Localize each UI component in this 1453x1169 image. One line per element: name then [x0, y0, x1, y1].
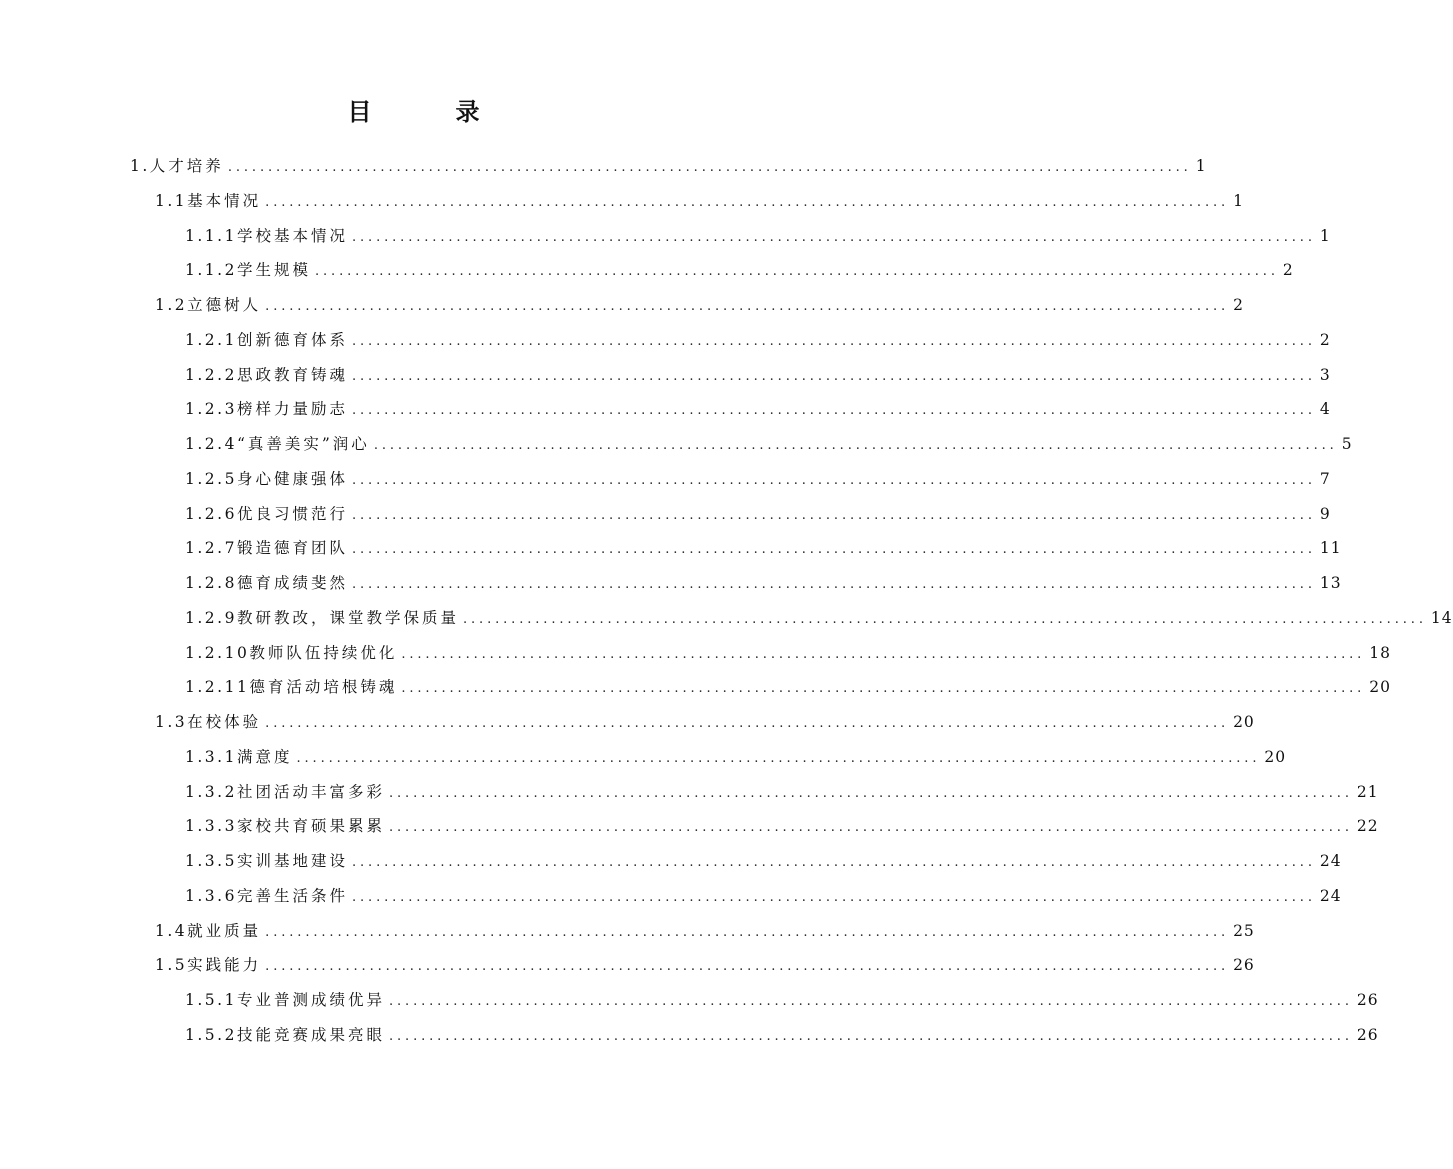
- toc-entry-page: 24: [1319, 886, 1342, 905]
- toc-entry-number: 1.3.5: [185, 852, 237, 870]
- toc-dot-leader: ........................................................................................................................: [296, 750, 1261, 766]
- toc-dot-leader: ........................................................................................................................: [388, 820, 1353, 836]
- toc-entry-number: 1.3: [155, 713, 188, 731]
- toc-entry-label: 学生规模: [236, 261, 311, 280]
- toc-dot-leader: ........................................................................................................................: [351, 368, 1316, 384]
- toc-entry-page: 21: [1356, 782, 1379, 801]
- toc-dot-leader: ........................................................................................................................: [314, 264, 1279, 280]
- toc-entry[interactable]: [185, 604, 1453, 632]
- toc-dot-leader: ........................................................................................................................: [351, 229, 1316, 245]
- toc-entry-label: 家校共育硕果累累: [236, 817, 385, 836]
- toc-entry-label: 榜样力量励志: [236, 400, 348, 419]
- toc-title: 目 录: [347, 98, 510, 126]
- toc-dot-leader: ........................................................................................................................: [388, 1028, 1353, 1044]
- toc-entry-number: 1.1.1: [185, 226, 237, 245]
- toc-entry-number: 1.3.6: [185, 886, 237, 905]
- toc-entry-label: 创新德育体系: [236, 330, 348, 349]
- toc-entry-page: 25: [1233, 921, 1255, 940]
- toc-entry[interactable]: [185, 986, 1379, 1014]
- toc-entry-page: 22: [1356, 817, 1379, 836]
- toc-entry-number: 1.1.2: [185, 261, 237, 280]
- toc-entry-label: 思政教育铸魂: [236, 365, 348, 384]
- toc-entry-number: 1.5: [155, 956, 188, 975]
- toc-entry[interactable]: [155, 291, 1244, 319]
- toc-entry-label: 教师队伍持续优化: [249, 643, 398, 662]
- toc-entry[interactable]: [155, 708, 1255, 736]
- toc-entry[interactable]: [185, 812, 1379, 840]
- toc-dot-leader: ........................................................................................................................: [351, 472, 1316, 488]
- toc-entry[interactable]: [185, 847, 1342, 875]
- toc-entry-number: 1.2.4: [185, 435, 237, 453]
- toc-entry[interactable]: [130, 152, 1207, 180]
- toc-dot-leader: ........................................................................................................................: [401, 646, 1366, 662]
- toc-entry-number: 1.: [130, 157, 150, 175]
- toc-entry-page: 26: [1233, 956, 1255, 975]
- toc-dot-leader: ........................................................................................................................: [351, 507, 1316, 523]
- toc-entry-label: 实践能力: [187, 956, 262, 975]
- toc-dot-leader: ........................................................................................................................: [227, 160, 1192, 175]
- toc-entry[interactable]: [185, 743, 1287, 771]
- toc-entry-number: 1.2.10: [185, 643, 250, 662]
- toc-entry-page: 9: [1319, 504, 1331, 523]
- toc-entry-page: 13: [1319, 574, 1342, 592]
- toc-entry-page: 18: [1369, 643, 1391, 662]
- toc-entry[interactable]: [155, 951, 1255, 979]
- toc-entry-number: 1.5.2: [185, 1025, 237, 1044]
- toc-entry-number: 1.2: [155, 296, 188, 314]
- toc-entry-label: 就业质量: [187, 921, 262, 940]
- toc-entry-label: 技能竞赛成果亮眼: [236, 1025, 385, 1044]
- toc-entry-page: 11: [1319, 539, 1342, 558]
- toc-entry-page: 20: [1233, 713, 1255, 731]
- toc-entry-number: 1.3.1: [185, 747, 237, 766]
- toc-entry-label: 完善生活条件: [236, 886, 348, 905]
- toc-entry-page: 7: [1319, 469, 1331, 488]
- toc-entry-page: 26: [1356, 991, 1379, 1009]
- toc-entry[interactable]: [185, 222, 1331, 250]
- toc-entry-page: 5: [1341, 435, 1353, 453]
- toc-entry-number: 1.2.5: [185, 469, 237, 488]
- toc-entry-label: 学校基本情况: [236, 226, 348, 245]
- toc-entry-label: 专业普测成绩优异: [236, 991, 385, 1009]
- toc-entry-page: 3: [1319, 365, 1331, 384]
- toc-entry-label: 教研教改，课堂教学保质量: [236, 608, 459, 627]
- toc-entry-number: 1.4: [155, 921, 188, 940]
- toc-entry-number: 1.2.1: [185, 330, 237, 349]
- toc-entry[interactable]: [185, 673, 1391, 701]
- toc-entry-page: 20: [1264, 747, 1287, 766]
- toc-entry-label: 锻造德育团队: [236, 539, 348, 558]
- toc-entry-number: 1.2.8: [185, 574, 237, 592]
- toc-dot-leader: ........................................................................................................................: [351, 577, 1316, 592]
- toc-entry-page: 2: [1319, 330, 1331, 349]
- toc-dot-leader: ........................................................................................................................: [265, 194, 1230, 210]
- toc-entry-page: 1: [1233, 191, 1244, 210]
- toc-entry-label: 德育成绩斐然: [236, 574, 348, 592]
- toc-entry[interactable]: [155, 917, 1255, 945]
- toc-dot-leader: ........................................................................................................................: [351, 333, 1316, 349]
- toc-entry[interactable]: [185, 778, 1379, 806]
- toc-entry-page: 2: [1233, 296, 1244, 314]
- toc-entry[interactable]: [155, 187, 1244, 215]
- toc-dot-leader: ........................................................................................................................: [401, 681, 1366, 697]
- toc-entry-page: 24: [1319, 852, 1342, 870]
- toc-entry[interactable]: [185, 361, 1331, 389]
- toc-entry[interactable]: [185, 430, 1353, 458]
- toc-entry[interactable]: [185, 1021, 1379, 1049]
- toc-entry-page: 2: [1282, 261, 1294, 280]
- toc-entry[interactable]: [185, 256, 1294, 284]
- toc-entry-label: 优良习惯范行: [236, 504, 348, 523]
- toc-entry[interactable]: [185, 395, 1331, 423]
- toc-dot-leader: ........................................................................................................................: [373, 438, 1338, 453]
- toc-entry-label: 实训基地建设: [236, 852, 348, 870]
- toc-entry[interactable]: [185, 465, 1331, 493]
- toc-entry-number: 1.2.2: [185, 365, 237, 384]
- toc-entry-label: 德育活动培根铸魂: [249, 678, 398, 697]
- toc-entry-label: 在校体验: [187, 713, 262, 731]
- toc-entry-page: 4: [1319, 400, 1331, 419]
- toc-dot-leader: ........................................................................................................................: [265, 716, 1230, 731]
- toc-entry-label: 身心健康强体: [236, 469, 348, 488]
- toc-entry-label: 基本情况: [187, 191, 262, 210]
- toc-entry[interactable]: [185, 569, 1342, 597]
- toc-entry[interactable]: [185, 534, 1342, 562]
- toc-entry[interactable]: [185, 326, 1331, 354]
- toc-entry[interactable]: [185, 639, 1391, 667]
- toc-entry-number: 1.2.9: [185, 608, 237, 627]
- toc-dot-leader: ........................................................................................................................: [462, 611, 1427, 627]
- toc-entry-page: 26: [1356, 1025, 1379, 1044]
- toc-entry-number: 1.3.2: [185, 782, 237, 801]
- toc-entry-label: 社团活动丰富多彩: [236, 782, 385, 801]
- toc-dot-leader: ........................................................................................................................: [351, 542, 1316, 558]
- toc-dot-leader: ........................................................................................................................: [351, 403, 1316, 419]
- toc-entry-number: 1.1: [155, 191, 188, 210]
- toc-entry-number: 1.2.3: [185, 400, 237, 419]
- toc-entry[interactable]: [185, 500, 1331, 528]
- toc-dot-leader: ........................................................................................................................: [388, 785, 1353, 801]
- toc-dot-leader: ........................................................................................................................: [265, 959, 1230, 975]
- toc-entry-label: 立德树人: [187, 296, 262, 314]
- toc-dot-leader: ........................................................................................................................: [351, 889, 1316, 905]
- toc-entry-number: 1.2.6: [185, 504, 237, 523]
- toc-entry-number: 1.2.7: [185, 539, 237, 558]
- toc-entry-label: 满意度: [236, 747, 293, 766]
- toc-entry-label: 人才培养: [149, 157, 224, 175]
- toc-entry-page: 14: [1430, 608, 1453, 627]
- toc-dot-leader: ........................................................................................................................: [388, 994, 1353, 1009]
- toc-entry[interactable]: [185, 882, 1342, 910]
- toc-dot-leader: ........................................................................................................................: [265, 924, 1230, 940]
- toc-entry-number: 1.5.1: [185, 991, 237, 1009]
- toc-entry-number: 1.2.11: [185, 678, 250, 697]
- toc-dot-leader: ........................................................................................................................: [351, 855, 1316, 870]
- toc-dot-leader: ........................................................................................................................: [265, 299, 1230, 314]
- toc-entry-page: 1: [1195, 157, 1207, 175]
- toc-entry-label: “真善美实”润心: [236, 435, 370, 453]
- toc-entry-page: 20: [1369, 678, 1391, 697]
- toc-entry-number: 1.3.3: [185, 817, 237, 836]
- toc-entry-page: 1: [1319, 226, 1331, 245]
